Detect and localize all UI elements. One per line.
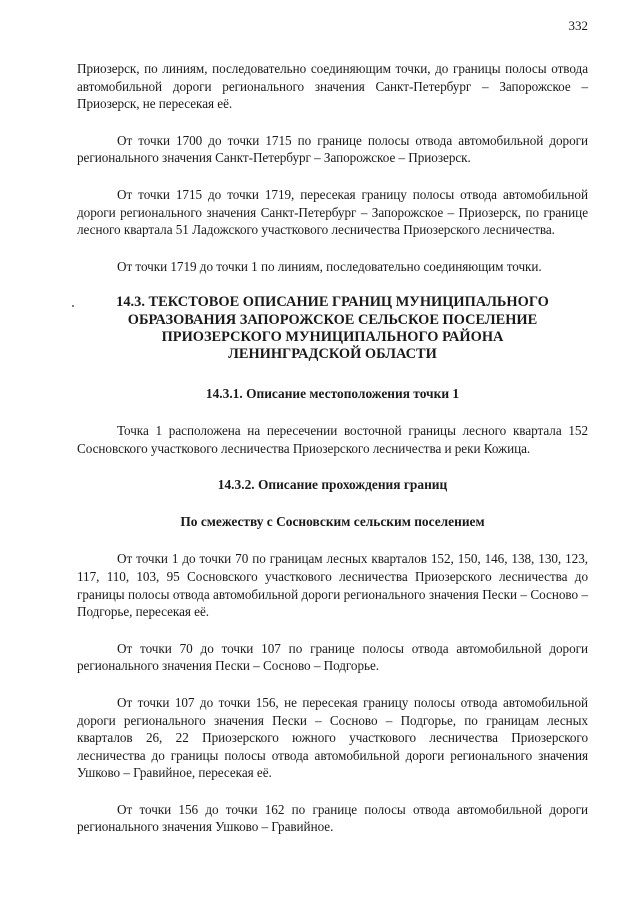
page-number: 332 [568,18,588,33]
section-title: 14.3. ТЕКСТОВОЕ ОПИСАНИЕ ГРАНИЦ МУНИЦИПАЛЬНОГО ОБРАЗОВАНИЯ ЗАПОРОЖСКОЕ СЕЛЬСКОЕ ПОСЕЛЕНИЕ ПРИОЗЕРСКОГО МУНИЦИПАЛЬНОГО РАЙОНА ЛЕНИНГРАДСКОЙ ОБЛАСТИ [116,294,549,362]
subsection-heading-boundary-description: 14.3.2. Описание прохождения границ [217,477,448,493]
page-content [77,60,588,855]
paragraph: От точки 1715 до точки 1719, пересекая границу полосы отвода автомобильной дороги регионального значения Санкт-Петербург – Запорожское – Приозерск, по границе лесного квартала 51 Ладожского участкового лесничества Приозерского лесничества. [77,186,588,238]
paragraph: Точка 1 расположена на пересечении восточной границы лесного квартала 152 Сосновского участкового лесничества Приозерского лесничества и реки Кожица. [77,423,588,456]
paragraph: От точки 70 до точки 107 по границе полосы отвода автомобильной дороги регионального значения Пески – Сосново – Подгорье. [77,640,588,674]
paragraph: От точки 107 до точки 156, не пересекая границу полосы отвода автомобильной дороги регионального значения Пески – Сосново – Подгорье, по границам лесных кварталов 26, 22 Приозерского южного участкового лесничества Приозерского лесничества до границы полосы отвода автомобильной дороги регионального значения Ушково – Гравийное, пересекая её. [77,694,588,781]
paragraph: От точки 156 до точки 162 по границе полосы отвода автомобильной дороги регионального значения Ушково – Гравийное. [77,801,588,835]
scan-mark [72,305,74,307]
adjacency-heading: По смежеству с Сосновским сельским поселением [180,514,485,530]
paragraph-continuation: Приозерск, по линиям, последовательно соединяющим точки, до границы полосы отвода автомобильной дороги регионального значения Санкт-Петербург – Запорожское – Приозерск, не пересекая её. [77,61,588,112]
subsection-heading-point-location: 14.3.1. Описание местоположения точки 1 [205,386,460,402]
paragraph: От точки 1 до точки 70 по границам лесных кварталов 152, 150, 146, 138, 130, 123, 117, 110, 103, 95 Сосновского участкового лесничества Приозерского лесничества до границы полосы отвода автомобильной дороги регионального значения Пески – Сосново – Подгорье, пересекая её. [77,551,588,620]
paragraph: От точки 1719 до точки 1 по линиям, последовательно соединяющим точки. [117,258,542,274]
paragraph: От точки 1700 до точки 1715 по границе полосы отвода автомобильной дороги регионального значения Санкт-Петербург – Запорожское – Приозерск. [77,132,588,166]
